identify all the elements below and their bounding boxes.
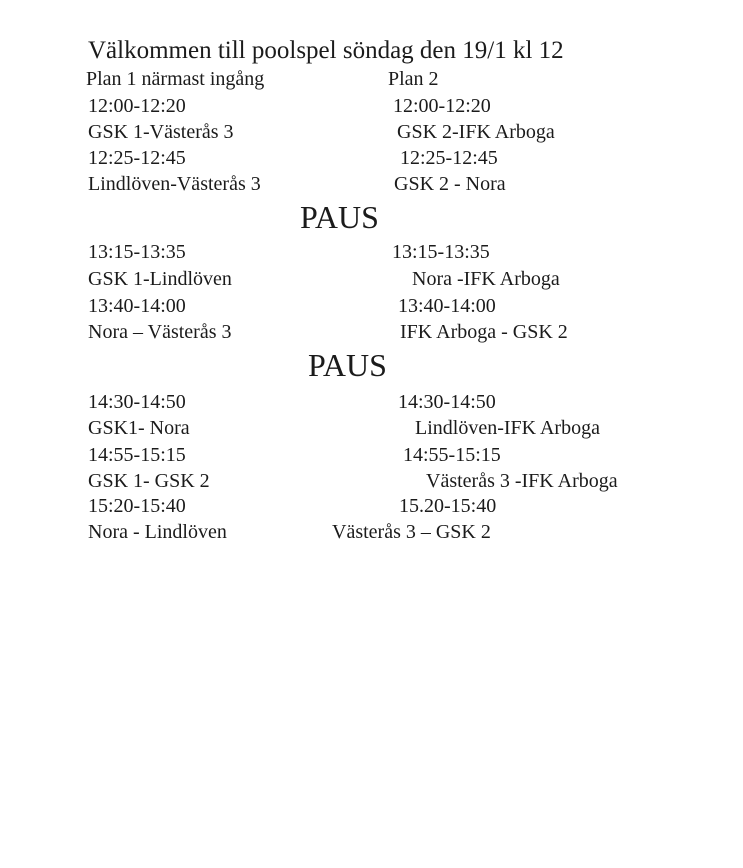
plan2-cell: GSK 2 - Nora: [394, 173, 506, 195]
schedule-row: [0, 322, 743, 348]
schedule-row: [0, 96, 743, 122]
plan1-cell: Lindlöven-Västerås 3: [88, 173, 261, 195]
schedule-row: [0, 269, 743, 295]
plan2-cell: 12:00-12:20: [393, 95, 491, 117]
plan1-cell: 14:55-15:15: [88, 444, 186, 466]
schedule-row: [0, 148, 743, 174]
schedule-row: [0, 445, 743, 471]
page-title: Välkommen till poolspel söndag den 19/1 kl 12: [88, 37, 564, 64]
plan2-cell: 14:55-15:15: [403, 444, 501, 466]
plan1-cell: 13:15-13:35: [88, 241, 186, 263]
schedule-row: [0, 418, 743, 444]
plan2-cell: 14:30-14:50: [398, 391, 496, 413]
plan1-cell: GSK 1-Västerås 3: [88, 121, 234, 143]
plan1-cell: GSK 1-Lindlöven: [88, 268, 232, 290]
plan2-cell: 13:40-14:00: [398, 295, 496, 317]
plan2-cell: IFK Arboga - GSK 2: [400, 321, 568, 343]
column-header-row: [0, 69, 743, 95]
plan2-cell: Lindlöven-IFK Arboga: [415, 417, 600, 439]
plan2-cell: 12:25-12:45: [400, 147, 498, 169]
schedule-row: [0, 122, 743, 148]
schedule-row: [0, 242, 743, 268]
plan2-cell: 13:15-13:35: [392, 241, 490, 263]
pause-heading: PAUS: [300, 199, 379, 235]
plan1-cell: 12:25-12:45: [88, 147, 186, 169]
plan1-cell: Nora – Västerås 3: [88, 321, 232, 343]
plan1-cell: GSK1- Nora: [88, 417, 190, 439]
plan2-cell: Nora -IFK Arboga: [412, 268, 560, 290]
schedule-row: [0, 174, 743, 200]
plan2-header: Plan 2: [388, 68, 439, 90]
schedule-row: [0, 496, 743, 522]
plan2-cell: 15.20-15:40: [399, 495, 497, 517]
plan2-cell: Västerås 3 – GSK 2: [332, 521, 491, 543]
plan1-cell: 15:20-15:40: [88, 495, 186, 517]
schedule-row: [0, 471, 743, 497]
plan1-header: Plan 1 närmast ingång: [86, 68, 265, 90]
schedule-row: [0, 522, 743, 548]
plan2-cell: Västerås 3 -IFK Arboga: [426, 470, 618, 492]
plan1-cell: Nora - Lindlöven: [88, 521, 227, 543]
pause-heading: PAUS: [308, 347, 387, 383]
plan2-cell: GSK 2-IFK Arboga: [397, 121, 555, 143]
plan1-cell: 13:40-14:00: [88, 295, 186, 317]
schedule-row: [0, 296, 743, 322]
plan1-cell: 12:00-12:20: [88, 95, 186, 117]
plan1-cell: GSK 1- GSK 2: [88, 470, 210, 492]
schedule-row: [0, 392, 743, 418]
plan1-cell: 14:30-14:50: [88, 391, 186, 413]
